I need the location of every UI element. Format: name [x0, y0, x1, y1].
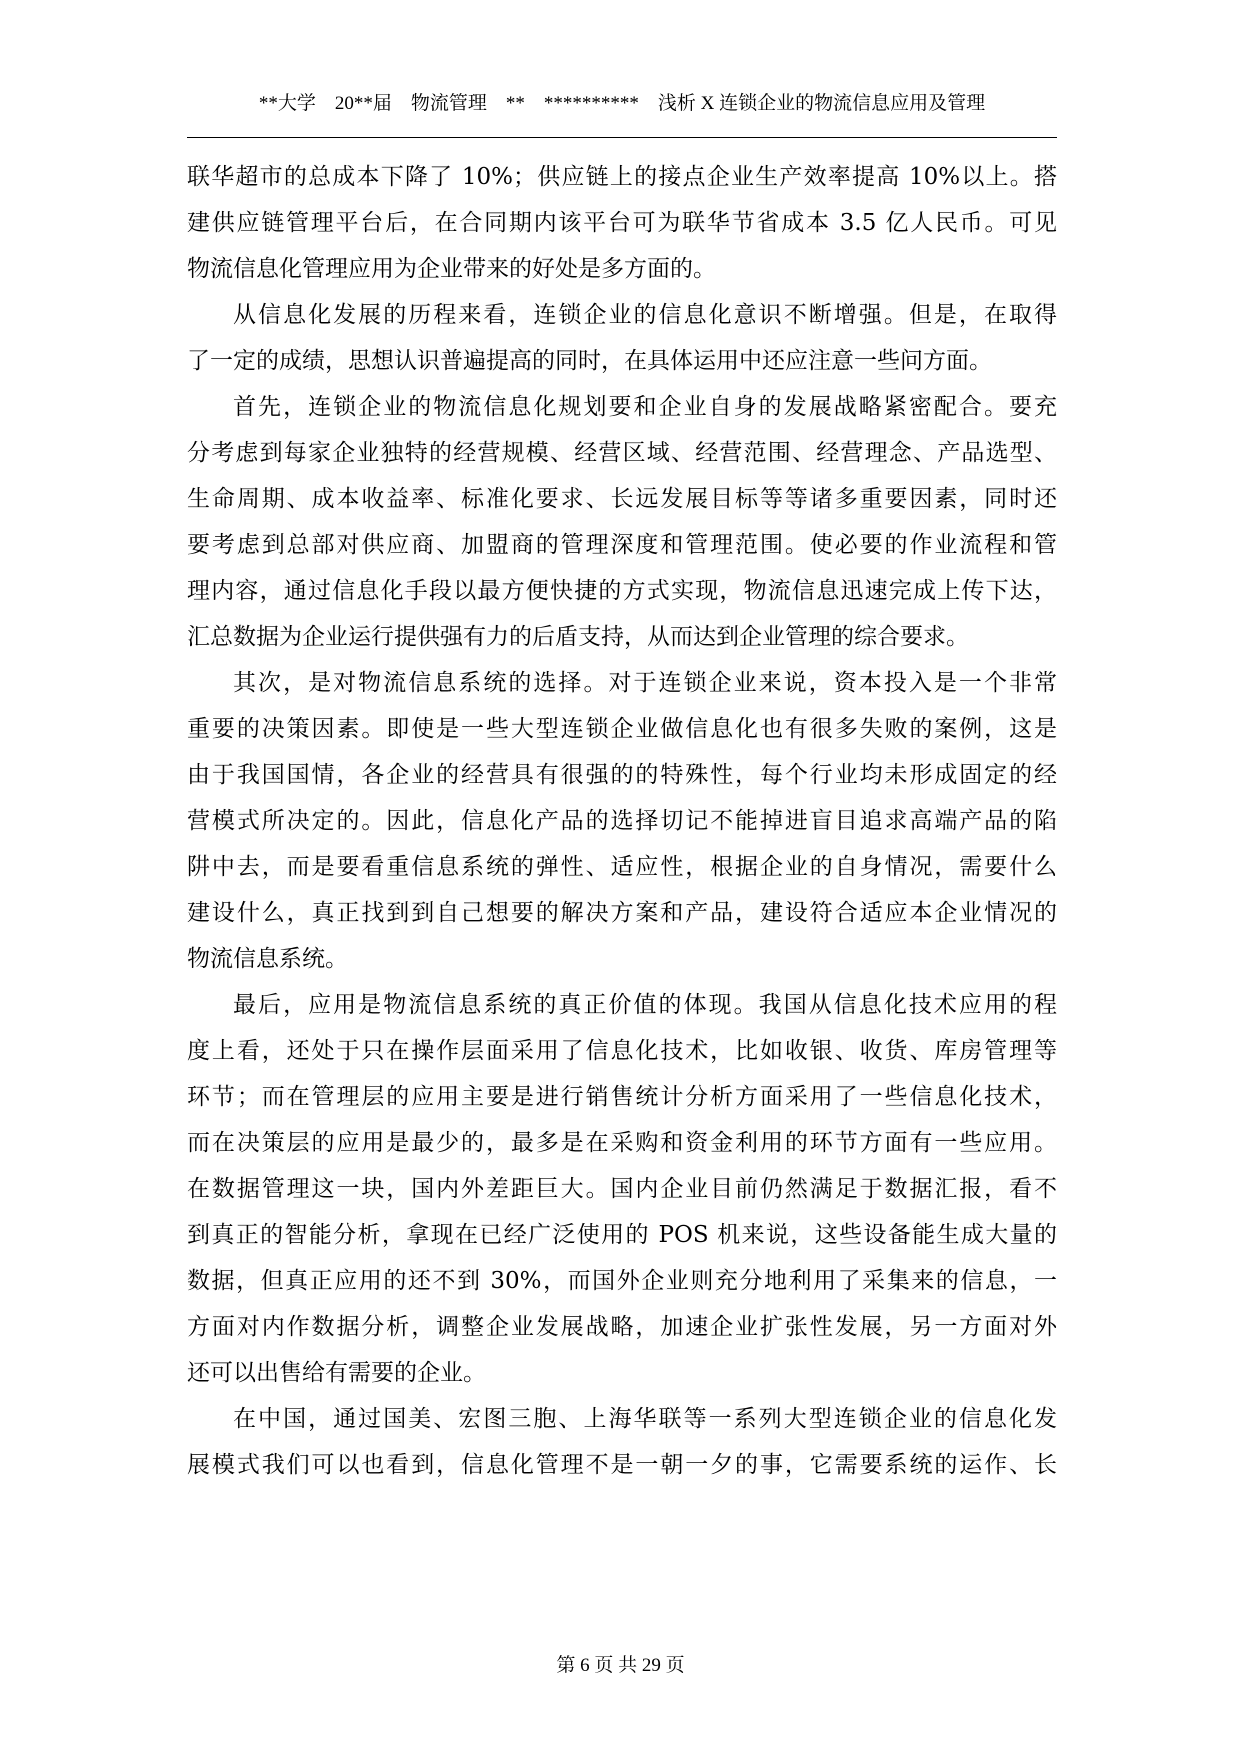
- paragraph: [187, 982, 1057, 1396]
- paragraph-line: 到真正的智能分析，拿现在已经广泛使用的 POS 机来说，这些设备能生成大量的: [187, 1222, 1057, 1248]
- paragraph-line: 从信息化发展的历程来看，连锁企业的信息化意识不断增强。但是，在取得: [233, 302, 1057, 328]
- paragraph-line: 最后，应用是物流信息系统的真正价值的体现。我国从信息化技术应用的程: [233, 992, 1057, 1018]
- paragraph-line: 物流信息系统。: [187, 946, 348, 972]
- paragraph-line: 由于我国国情，各企业的经营具有很强的的特殊性，每个行业均未形成固定的经: [187, 762, 1057, 788]
- paragraph-line: 首先，连锁企业的物流信息化规划要和企业自身的发展战略紧密配合。要充: [233, 394, 1057, 420]
- paragraph-line: 环节；而在管理层的应用主要是进行销售统计分析方面采用了一些信息化技术，: [187, 1084, 1057, 1110]
- paragraph-line: 联华超市的总成本下降了 10%；供应链上的接点企业生产效率提高 10%以上。搭: [187, 164, 1057, 190]
- paragraph-line: 还可以出售给有需要的企业。: [187, 1360, 486, 1386]
- paragraph-line: 汇总数据为企业运行提供强有力的后盾支持，从而达到企业管理的综合要求。: [187, 624, 969, 650]
- paragraph-line: 营模式所决定的。因此，信息化产品的选择切记不能掉进盲目追求高端产品的陷: [187, 808, 1057, 834]
- paragraph: [187, 384, 1057, 660]
- paragraph-line: 分考虑到每家企业独特的经营规模、经营区域、经营范围、经营理念、产品选型、: [187, 440, 1057, 466]
- header-divider: [187, 137, 1057, 138]
- paragraph-line: 物流信息化管理应用为企业带来的好处是多方面的。: [187, 256, 716, 282]
- paragraph: [187, 292, 1057, 384]
- paragraph-line: 阱中去，而是要看重信息系统的弹性、适应性，根据企业的自身情况，需要什么: [187, 854, 1057, 880]
- paragraph-line: 了一定的成绩，思想认识普遍提高的同时，在具体运用中还应注意一些问方面。: [187, 348, 992, 374]
- paragraph-line: 要考虑到总部对供应商、加盟商的管理深度和管理范围。使必要的作业流程和管: [187, 532, 1057, 558]
- body-text: [187, 154, 1057, 1488]
- paragraph-line: 数据，但真正应用的还不到 30%，而国外企业则充分地利用了采集来的信息，一: [187, 1268, 1057, 1294]
- paragraph: [187, 660, 1057, 982]
- paragraph-line: 建供应链管理平台后，在合同期内该平台可为联华节省成本 3.5 亿人民币。可见: [187, 210, 1057, 236]
- paragraph-line: 方面对内作数据分析，调整企业发展战略，加速企业扩张性发展，另一方面对外: [187, 1314, 1057, 1340]
- paragraph-line: 生命周期、成本收益率、标准化要求、长远发展目标等等诸多重要因素，同时还: [187, 486, 1057, 512]
- paragraph-line: 重要的决策因素。即使是一些大型连锁企业做信息化也有很多失败的案例，这是: [187, 716, 1057, 742]
- paragraph-line: 建设什么，真正找到到自己想要的解决方案和产品，建设符合适应本企业情况的: [187, 900, 1057, 926]
- paragraph-line: 而在决策层的应用是最少的，最多是在采购和资金利用的环节方面有一些应用。: [187, 1130, 1057, 1156]
- paragraph-line: 展模式我们可以也看到，信息化管理不是一朝一夕的事，它需要系统的运作、长: [187, 1452, 1057, 1478]
- paragraph: [187, 154, 1057, 292]
- paragraph-line: 其次，是对物流信息系统的选择。对于连锁企业来说，资本投入是一个非常: [233, 670, 1057, 696]
- page-footer: 第 6 页 共 29 页: [556, 1655, 685, 1676]
- paragraph-line: 理内容，通过信息化手段以最方便快捷的方式实现，物流信息迅速完成上传下达，: [187, 578, 1057, 604]
- paragraph-line: 在中国，通过国美、宏图三胞、上海华联等一系列大型连锁企业的信息化发: [233, 1406, 1057, 1432]
- paragraph-line: 度上看，还处于只在操作层面采用了信息化技术，比如收银、收货、库房管理等: [187, 1038, 1057, 1064]
- paragraph: [187, 1396, 1057, 1488]
- page-header: **大学 20**届 物流管理 ** ********** 浅析 X 连锁企业的物流信息应用及管理: [258, 93, 986, 114]
- paragraph-line: 在数据管理这一块，国内外差距巨大。国内企业目前仍然满足于数据汇报，看不: [187, 1176, 1057, 1202]
